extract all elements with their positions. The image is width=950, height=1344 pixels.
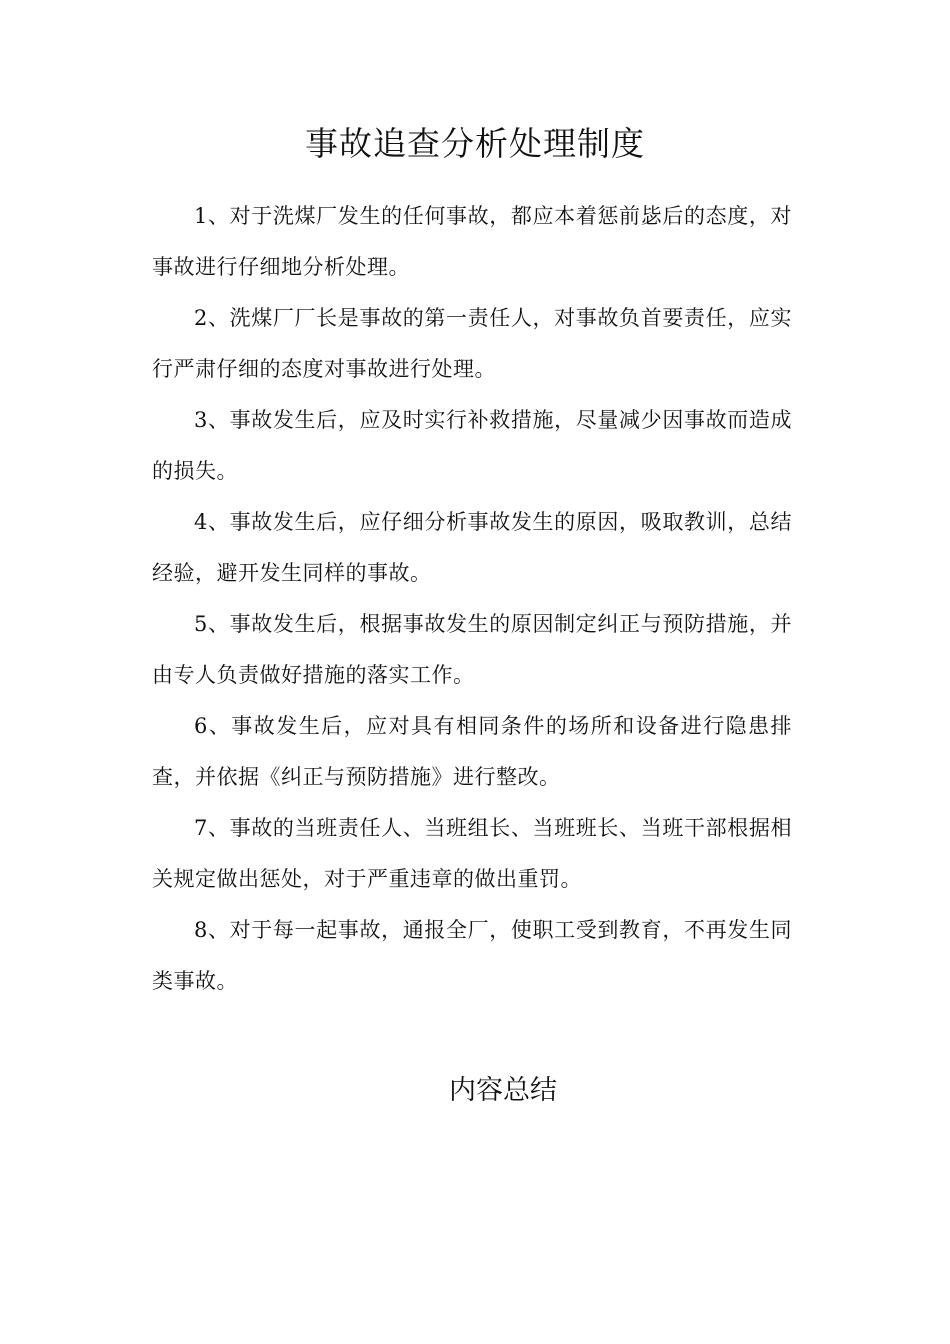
- paragraph-7: 7、事故的当班责任人、当班组长、当班班长、当班干部根据相关规定做出惩处，对于严重违章的做出重罚。: [152, 816, 792, 891]
- paragraph-6: 6、事故发生后，应对具有相同条件的场所和设备进行隐患排查，并依据《纠正与预防措施》进行整改。: [152, 714, 792, 789]
- summary-heading: 内容总结: [449, 1075, 557, 1106]
- paragraph-2: 2、洗煤厂厂长是事故的第一责任人，对事故负首要责任，应实行严肃仔细的态度对事故进行处理。: [152, 306, 792, 381]
- paragraph-1: 1、对于洗煤厂发生的任何事故，都应本着惩前毖后的态度，对事故进行仔细地分析处理。: [152, 204, 792, 279]
- paragraph-8: 8、对于每一起事故，通报全厂，使职工受到教育，不再发生同类事故。: [152, 918, 792, 993]
- paragraph-4: 4、事故发生后，应仔细分析事故发生的原因，吸取教训，总结经验，避开发生同样的事故。: [152, 510, 792, 585]
- document-title: 事故追查分析处理制度: [305, 124, 645, 163]
- paragraph-3: 3、事故发生后，应及时实行补救措施，尽量减少因事故而造成的损失。: [152, 408, 792, 483]
- document-body: [152, 191, 792, 1007]
- paragraph-5: 5、事故发生后，根据事故发生的原因制定纠正与预防措施，并由专人负责做好措施的落实工作。: [152, 612, 792, 687]
